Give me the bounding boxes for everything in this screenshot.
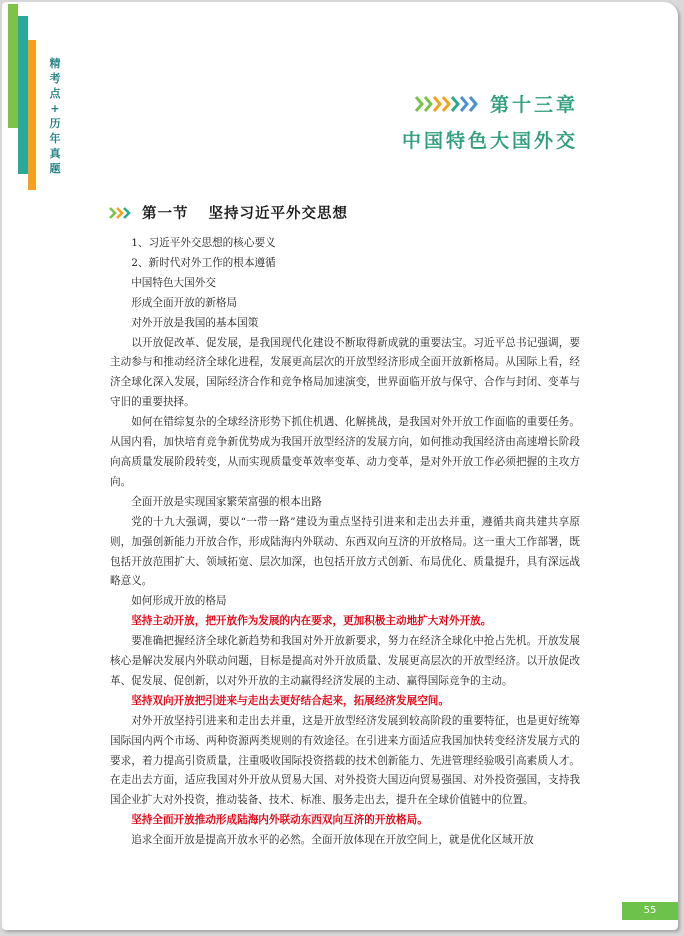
- outline-item: 对外开放是我国的基本国策: [131, 316, 259, 329]
- page-number: 55: [622, 902, 678, 920]
- paragraph: 党的十九大强调，要以“一带一路”建设为重点坚持引进来和走出去并重，遵循共商共建共享原则，加强创新能力开放合作，形成陆海内外联动、东西双向互济的开放格局。这一重大工作部署，既包括开放范围扩大、领域拓宽、层次加深，也包括开放方式创新、布局优化、质量提升，具有深远战略意义。: [110, 515, 580, 588]
- highlight-point: 坚持全面开放推动形成陆海内外联动东西双向互济的开放格局。: [131, 814, 428, 827]
- body-text: [110, 234, 580, 851]
- outline-item: 中国特色大国外交: [131, 276, 216, 289]
- section-chevron-icon: [108, 206, 134, 220]
- decorative-bar-green: [8, 4, 18, 128]
- outline-item: 1、习近平外交思想的核心要义: [131, 237, 276, 249]
- paragraph: 要准确把握经济全球化新趋势和我国对外开放新要求，努力在经济全球化中抢占先机。开放发展核心是解决发展内外联动问题，目标是提高对外开放质量、发展更高层次的开放型经济。以开放促改革、促发展、促创新，以对外开放的主动赢得经济发展的主动、赢得国际竞争的主动。: [110, 635, 580, 687]
- section-title: [142, 202, 348, 223]
- side-label-char: 历: [49, 117, 61, 130]
- paragraph: 以开放促改革、促发展，是我国现代化建设不断取得新成就的重要法宝。习近平总书记强调，要主动参与和推动经济全球化进程，发展更高层次的开放型经济形成全面开放新格局。从国际上看，经济全球化深入发展，国际经济合作和竞争格局加速演变，世界面临开放与保守、合作与封闭、变革与守旧的重要抉择。: [110, 336, 580, 409]
- section-name: 坚持习近平外交思想: [208, 206, 348, 222]
- side-label-char: +: [50, 102, 60, 115]
- side-label: [46, 56, 64, 176]
- outline-item: 2、新时代对外工作的根本遵循: [131, 256, 276, 269]
- side-label-char: 年: [49, 132, 61, 145]
- paragraph: 对外开放坚持引进来和走出去并重，这是开放型经济发展到较高阶段的重要特征，也是更好统筹国际国内两个市场、两种资源两类规则的有效途径。在引进来方面适应我国加快转变经济发展方式的要求，着力提高引资质量，注重吸收国际投资搭载的技术创新能力、先进管理经验吸引高素质人才。在走出去方面，适应我国对外开放从贸易大国、对外投资大国迈向贸易强国、对外投资强国，支持我国企业扩大对外投资，推动装备、技术、标准、服务走出去，提升在全球价值链中的位置。: [110, 714, 580, 807]
- page: [2, 2, 678, 930]
- section-number: 第一节: [142, 206, 189, 222]
- chapter-number: 第十三章: [489, 94, 578, 116]
- section-heading: [108, 202, 348, 223]
- chevrons-icon: [414, 94, 484, 114]
- outline-item: 形成全面开放的新格局: [131, 296, 238, 309]
- highlight-point: 坚持主动开放，把开放作为发展的内在要求，更加积极主动地扩大对外开放。: [131, 615, 492, 628]
- outline-item: 全面开放是实现国家繁荣富强的根本出路: [131, 495, 322, 508]
- decorative-bar-teal: [18, 16, 28, 174]
- paragraph: 追求全面开放是提高开放水平的必然。全面开放体现在开放空间上，就是优化区域开放: [131, 834, 534, 847]
- side-label-char: 考: [49, 72, 61, 85]
- highlight-point: 坚持双向开放把引进来与走出去更好结合起来，拓展经济发展空间。: [131, 694, 449, 707]
- side-label-char: 点: [49, 87, 61, 100]
- decorative-bar-orange: [28, 40, 36, 190]
- outline-item: 如何形成开放的格局: [131, 595, 227, 608]
- side-label-char: 题: [49, 162, 61, 175]
- side-label-char: 精: [49, 57, 61, 70]
- chapter-heading: [414, 90, 578, 117]
- paragraph: 如何在错综复杂的全球经济形势下抓住机遇、化解挑战，是我国对外开放工作面临的重要任务。从国内看，加快培育竞争新优势成为我国开放型经济的发展方向，如何推动我国经济由高速增长阶段向高质量发展阶段转变，从而实现质量变革效率变革、动力变革，是对外开放工作必须把握的主攻方向。: [110, 416, 580, 488]
- side-label-char: 真: [49, 147, 61, 160]
- chapter-title: 中国特色大国外交: [401, 130, 578, 152]
